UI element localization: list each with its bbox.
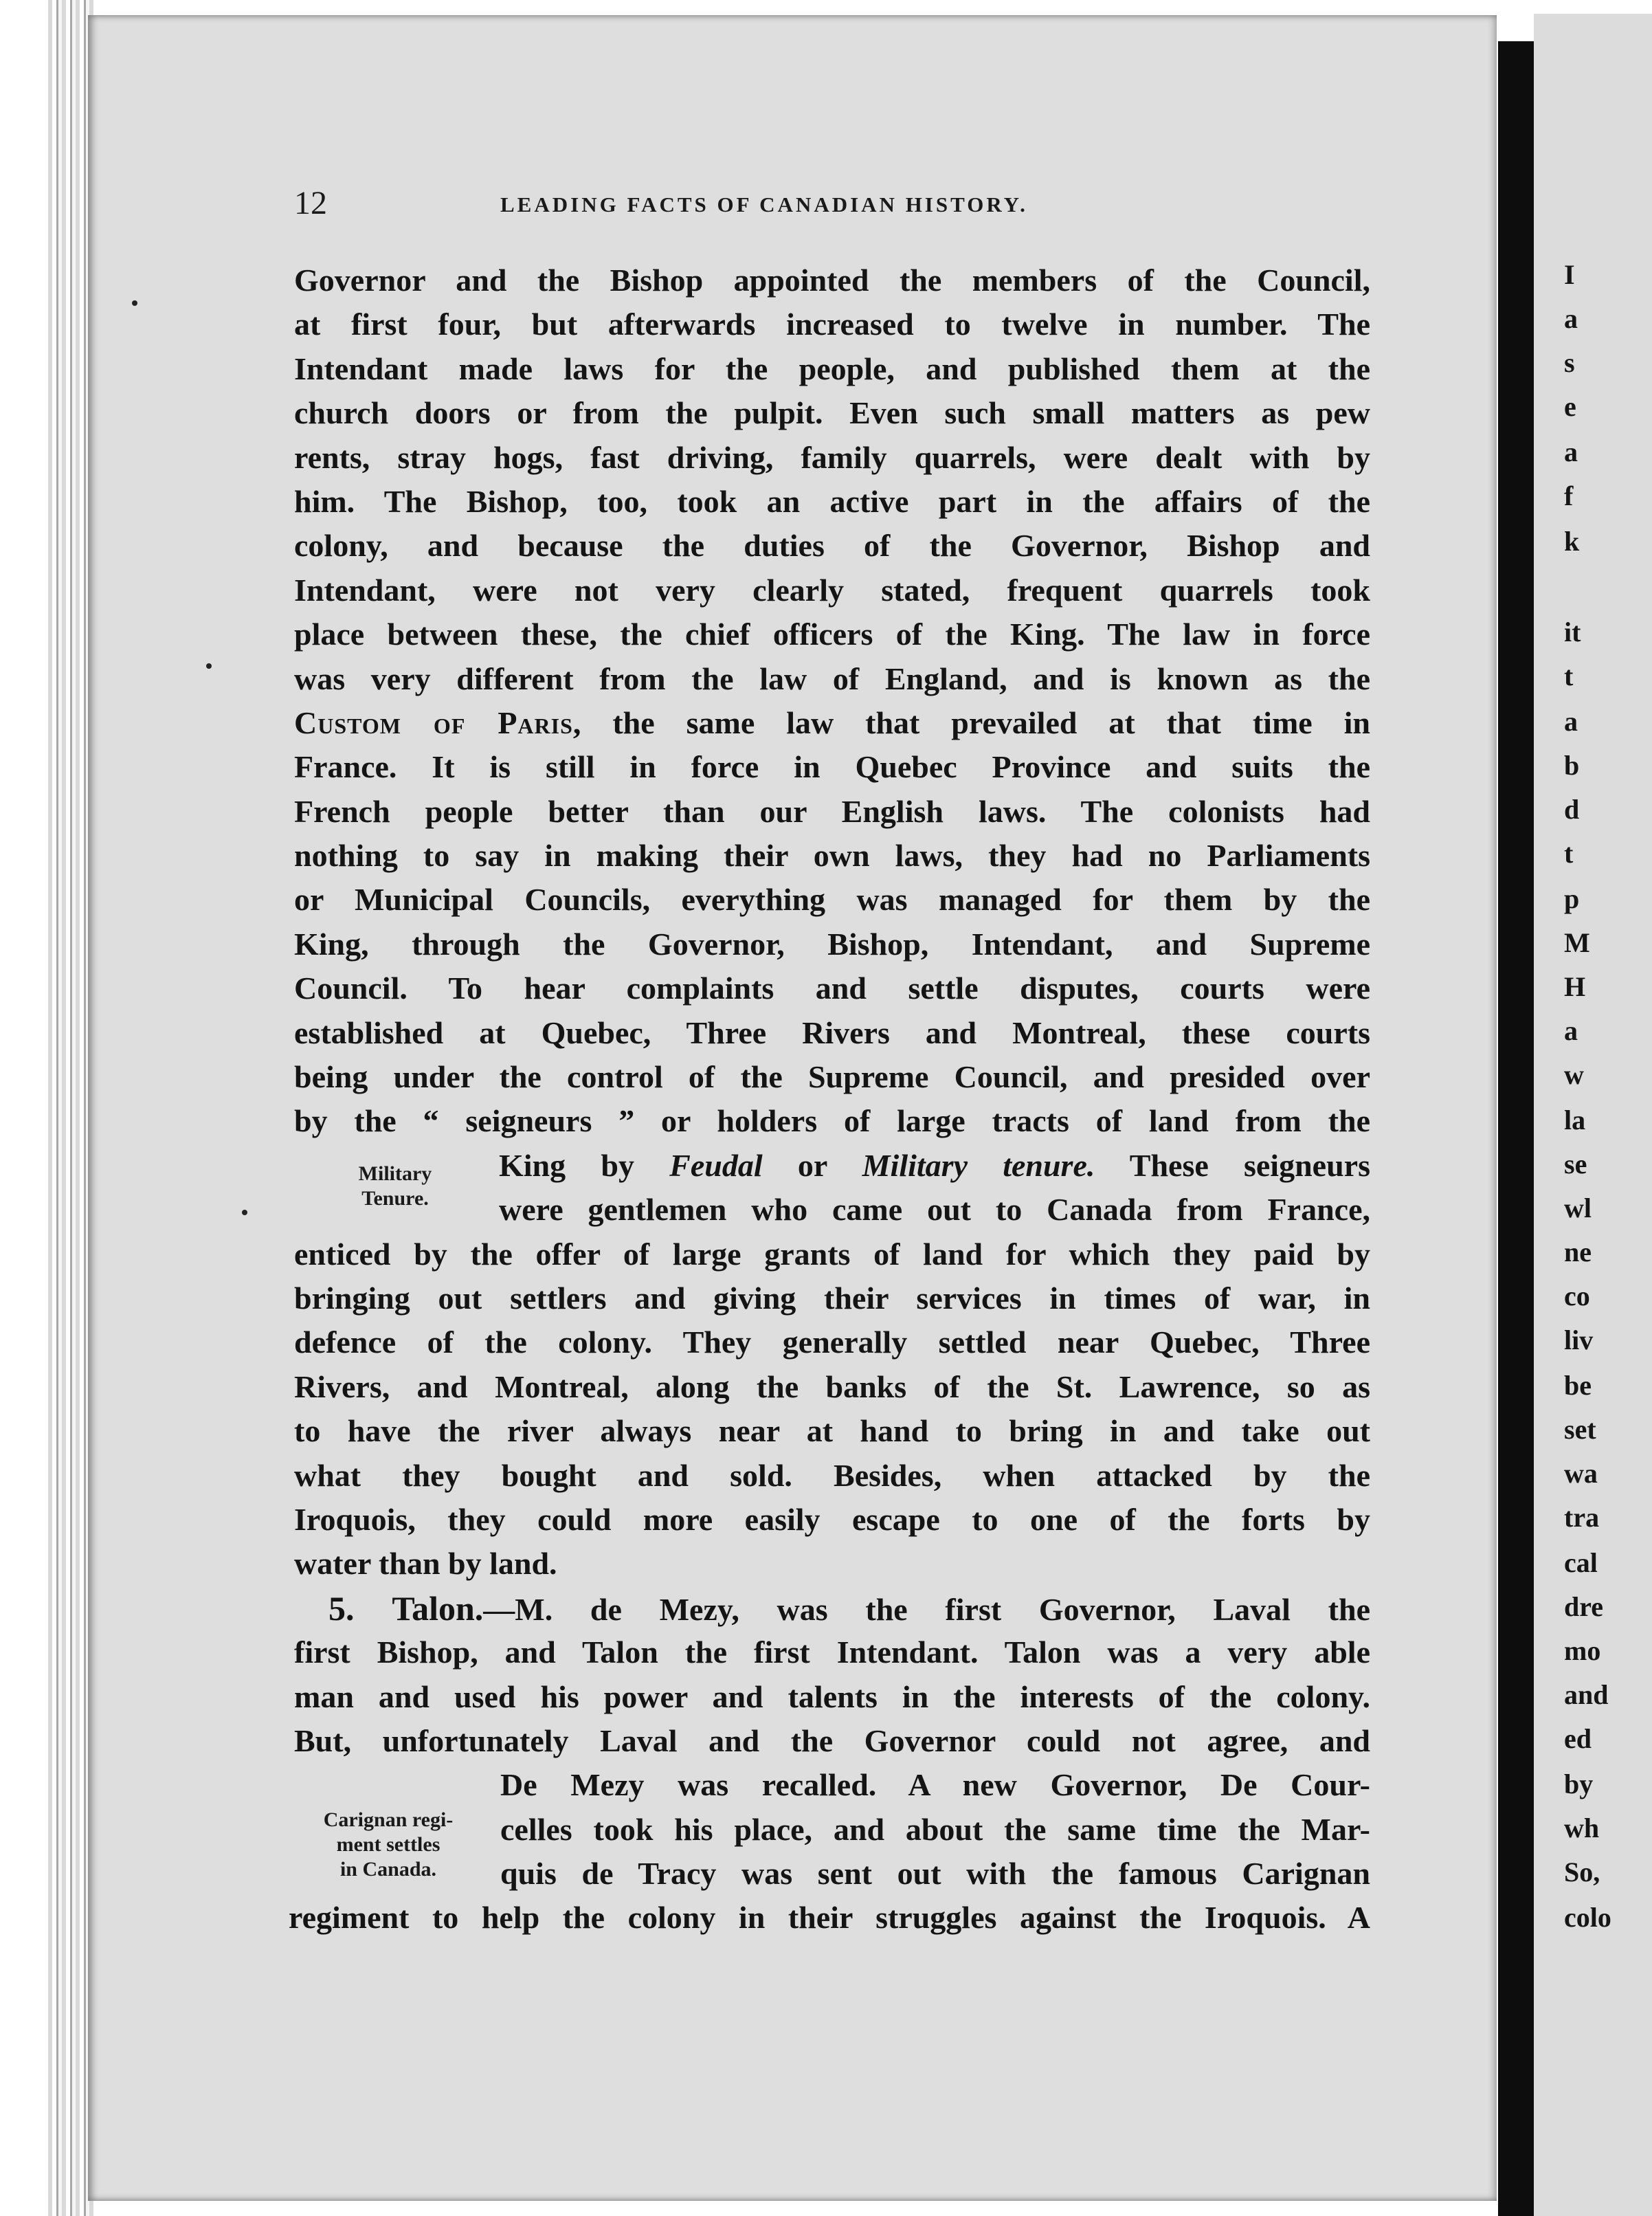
facing-page-letter: wh: [1564, 1813, 1600, 1843]
facing-page-letter: a: [1564, 1015, 1578, 1046]
text-fragment: or: [762, 1147, 862, 1183]
text-line: celles took his place, and about the same time the Mar-: [500, 1811, 1370, 1847]
text-line: water than by land.: [294, 1546, 557, 1582]
facing-page-letter: la: [1564, 1105, 1586, 1135]
text-line: French people better than our English laws. The colonists had: [294, 793, 1370, 829]
facing-page-letter: by: [1564, 1769, 1594, 1799]
facing-page-letter: ed: [1564, 1723, 1592, 1754]
facing-page-letter: k: [1564, 526, 1580, 557]
facing-page-letter: mo: [1564, 1635, 1601, 1666]
text-line: were gentlemen who came out to Canada from France,: [499, 1192, 1370, 1228]
facing-page-letter: d: [1564, 794, 1580, 825]
scan-speck: [242, 1210, 247, 1215]
text-line: Council. To hear complaints and settle disputes, courts were: [294, 971, 1370, 1006]
margin-note-carignan: [289, 1808, 488, 1882]
facing-page-letter: a: [1564, 436, 1578, 467]
facing-page-letter: b: [1564, 750, 1580, 781]
text-line: [499, 1144, 1370, 1188]
facing-page-letter: be: [1564, 1370, 1592, 1401]
text-fragment: , the same law that prevailed at that time in: [572, 705, 1370, 740]
facing-page-letter: a: [1564, 706, 1578, 737]
text-line: enticed by the offer of large grants of land for which they paid by: [294, 1236, 1370, 1272]
text-line: established at Quebec, Three Rivers and Montreal, these courts: [294, 1015, 1370, 1050]
text-line: or Municipal Councils, everything was managed for them by the: [294, 882, 1370, 918]
book-gutter: [1498, 41, 1534, 2216]
body-text: [289, 258, 1370, 1940]
feudal-italic: Feudal: [669, 1147, 763, 1183]
facing-page-letter: s: [1564, 347, 1575, 378]
facing-page-letter: cal: [1564, 1547, 1598, 1578]
text-line: France. It is still in force in Quebec Province and suits the: [294, 749, 1370, 785]
facing-page-letter: and: [1564, 1679, 1609, 1710]
text-line: colony, and because the duties of the Governor, Bishop and: [294, 528, 1370, 564]
facing-page-letter: t: [1564, 838, 1574, 869]
facing-page-letter: liv: [1564, 1325, 1594, 1355]
page-number: 12: [294, 185, 327, 221]
facing-page-letter: I: [1564, 259, 1575, 290]
text-line: quis de Tracy was sent out with the famous Carignan: [500, 1856, 1370, 1892]
text-line: King, through the Governor, Bishop, Intendant, and Supreme: [294, 926, 1370, 962]
text-fragment: King by: [499, 1147, 670, 1183]
facing-page-letter: f: [1564, 480, 1574, 511]
text-line: at first four, but afterwards increased to twelve in number. The: [294, 307, 1370, 342]
margin-note-line: Military: [358, 1162, 432, 1185]
facing-page-letter: e: [1564, 391, 1576, 422]
facing-page-letter: w: [1564, 1059, 1584, 1090]
text-line: to have the river always near at hand to bring in and take out: [294, 1413, 1370, 1449]
facing-page-letter: H: [1564, 971, 1586, 1002]
text-line: defence of the colony. They generally settled near Quebec, Three: [294, 1325, 1370, 1360]
facing-page-letter: set: [1564, 1414, 1596, 1445]
text-line: man and used his power and talents in the interests of the colony.: [294, 1678, 1370, 1714]
text-line: Intendant, were not very clearly stated, frequent quarrels took: [294, 572, 1370, 608]
section-heading-line: [294, 1586, 1370, 1630]
text-line: Iroquois, they could more easily escape to one of the forts by: [294, 1501, 1370, 1537]
margin-note-military-tenure: [295, 1162, 495, 1211]
facing-page-letter: co: [1564, 1281, 1590, 1311]
facing-page-letters: [1534, 14, 1652, 2216]
text-line: Intendant made laws for the people, and published them at the: [294, 351, 1370, 386]
margin-note-line: Carignan regi-: [323, 1808, 454, 1831]
facing-page-letter: it: [1564, 617, 1581, 647]
text-line: nothing to say in making their own laws, they had no Parliaments: [294, 838, 1370, 874]
text-line: place between these, the chief officers of the King. The law in force: [294, 617, 1370, 652]
text-line: regiment to help the colony in their struggles against the Iroquois. A: [289, 1900, 1370, 1936]
military-tenure-italic: Military tenure.: [862, 1147, 1095, 1183]
margin-note-line: in Canada.: [339, 1858, 437, 1881]
text-line: Rivers, and Montreal, along the banks of the St. Lawrence, so as: [294, 1369, 1370, 1404]
scan-speck: [206, 663, 212, 669]
text-fragment: These seigneurs: [1095, 1147, 1370, 1183]
text-line: Governor and the Bishop appointed the members of the Council,: [294, 263, 1370, 298]
facing-page-letter: wa: [1564, 1458, 1598, 1489]
text-line: was very different from the law of England, and is known as the: [294, 661, 1370, 696]
custom-of-paris: Custom of Paris: [294, 705, 573, 740]
facing-page-letter: t: [1564, 661, 1574, 691]
facing-page-letter: a: [1564, 303, 1578, 334]
text-line: bringing out settlers and giving their services in times of war, in: [294, 1280, 1370, 1316]
running-title: LEADING FACTS OF CANADIAN HISTORY.: [500, 192, 1028, 217]
text-line: what they bought and sold. Besides, when attacked by the: [294, 1457, 1370, 1493]
scan-speck: [132, 300, 137, 306]
text-fragment: —M. de Mezy, was the first Governor, Laval the: [483, 1591, 1370, 1627]
facing-page-letter: se: [1564, 1149, 1587, 1179]
facing-page-letter: dre: [1564, 1591, 1604, 1622]
text-line: church doors or from the pulpit. Even such small matters as pew: [294, 395, 1370, 431]
facing-page-letter: colo: [1564, 1902, 1611, 1933]
text-line: him. The Bishop, too, took an active part in the affairs of the: [294, 483, 1370, 519]
text-line: first Bishop, and Talon the first Intendant. Talon was a very able: [294, 1635, 1370, 1670]
text-line: being under the control of the Supreme Council, and presided over: [294, 1059, 1370, 1095]
margin-note-line: ment settles: [336, 1833, 440, 1856]
facing-page-letter: So,: [1564, 1857, 1600, 1887]
text-line: [294, 701, 1370, 745]
text-line: De Mezy was recalled. A new Governor, De Cour-: [500, 1767, 1370, 1803]
running-head: [294, 184, 1370, 225]
text-line: rents, stray hogs, fast driving, family quarrels, were dealt with by: [294, 439, 1370, 475]
text-line: But, unfortunately Laval and the Governor could not agree, and: [294, 1722, 1370, 1758]
facing-page-letter: wl: [1564, 1193, 1592, 1223]
section-heading: 5. Talon.: [328, 1588, 484, 1628]
facing-page-letter: tra: [1564, 1502, 1600, 1533]
facing-page-fragment: [1534, 14, 1652, 2216]
facing-page-letter: ne: [1564, 1237, 1592, 1267]
text-line: by the “ seigneurs ” or holders of large tracts of land from the: [294, 1103, 1370, 1139]
facing-page-letter: M: [1564, 927, 1590, 958]
facing-page-letter: p: [1564, 883, 1580, 914]
margin-note-line: Tenure.: [361, 1187, 429, 1210]
